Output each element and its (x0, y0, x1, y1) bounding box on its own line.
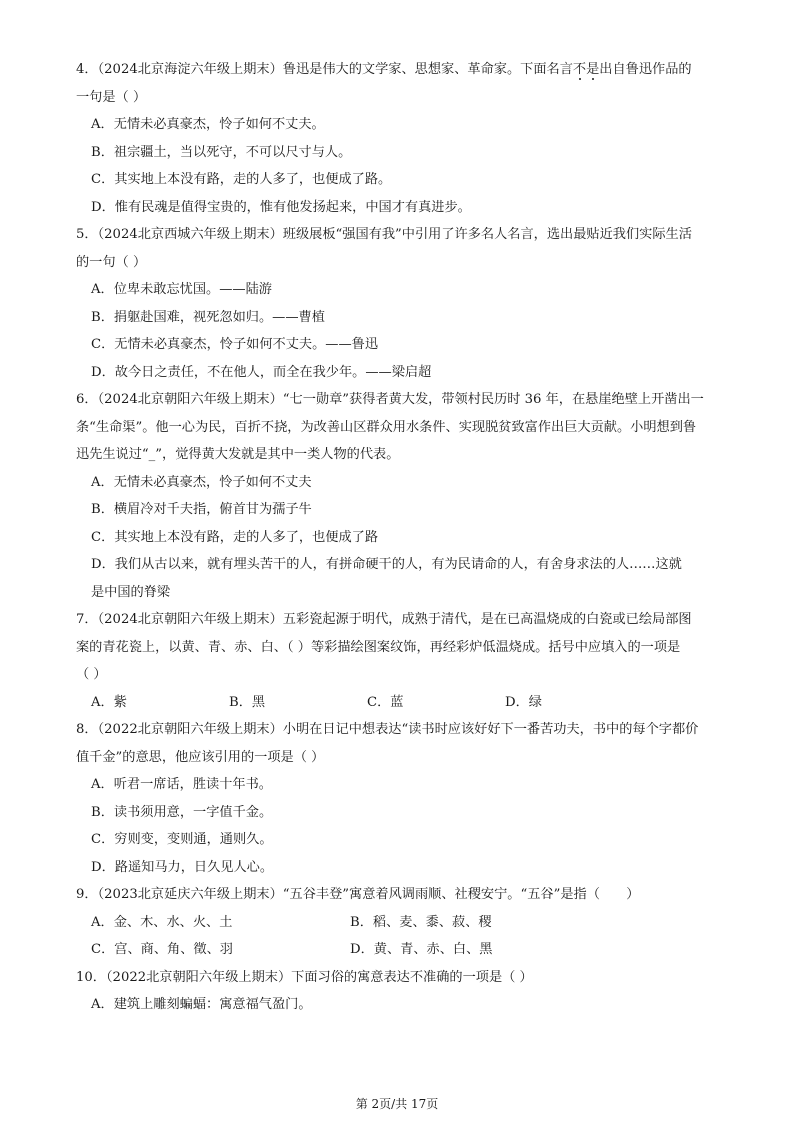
question-stem: 7．（2024北京朝阳六年级上期末）五彩瓷起源于明代，成熟于清代，是在已高温烧成的白瓷或已绘局部图 (76, 612, 692, 627)
question-stem-line-2: 一句是（ ） (76, 89, 147, 105)
option-a: A．无情未必真豪杰，怜子如何不丈夫。 (91, 117, 325, 132)
question-stem-line-3: （ ） (76, 667, 107, 682)
question-stem-line-3: 迅先生说过“_”，觉得黄大发就是其中一类人物的代表。 (76, 447, 400, 462)
question-stem: 9．（2023北京延庆六年级上期末）“五谷丰登”寓意着风调雨顺、社稷安宁。“五谷”是指（ ） (76, 887, 640, 902)
question-stem-line-2: 案的青花瓷上，以黄、青、赤、白、（ ）等彩描绘图案纹饰，再经彩炉低温烧成。括号中应填入的一项是 (76, 639, 681, 655)
option-a: A．位卑未敢忘忧国。——陆游 (91, 282, 272, 297)
option-b: B．黑 (229, 694, 266, 710)
options-row-2 (76, 936, 726, 964)
option-a: A．建筑上雕刻蝙蝠：寓意福气盈门。 (91, 997, 312, 1012)
option-c: C．其实地上本没有路，走的人多了，也便成了路 (91, 529, 379, 545)
options-row-1 (76, 909, 726, 937)
option-a: A．无情未必真豪杰，怜子如何不丈夫 (91, 474, 312, 490)
question-9 (76, 881, 726, 964)
option-b: B．祖宗疆土，当以死守，不可以尺寸与人。 (91, 144, 352, 160)
option-d-continued: 是中国的脊梁 (91, 584, 171, 600)
option-c: C．其实地上本没有路，走的人多了，也便成了路。 (91, 172, 392, 187)
option-c: C．穷则变，变则通，通则久。 (91, 832, 273, 847)
option-d: D．路遥知马力，日久见人心。 (91, 859, 274, 875)
option-c: C．蓝 (367, 694, 404, 710)
question-stem: 5．（2024北京西城六年级上期末）班级展板“强国有我”中引用了许多名人名言，选出最贴近我们实际生活 (76, 227, 692, 242)
option-a: A．紫 (91, 694, 127, 710)
question-stem-line-2: 的一句（ ） (76, 254, 147, 270)
page-number: 第 2页/共 17页 (355, 1097, 439, 1111)
option-b: B．读书须用意，一字值千金。 (91, 804, 273, 820)
question-stem: 6．（2024北京朝阳六年级上期末）“七一勋章”获得者黄大发，带领村民历时 36 年，在悬崖绝壁上开凿出一 (76, 392, 704, 407)
question-5 (76, 221, 726, 386)
option-b: B．稻、麦、黍、菽、稷 (350, 914, 492, 930)
question-list (76, 56, 726, 1019)
question-10 (76, 964, 726, 1019)
option-a: A．金、木、水、火、土 (91, 914, 233, 930)
option-d: D．黄、青、赤、白、黑 (350, 942, 493, 957)
question-4 (76, 56, 726, 221)
options-row (76, 689, 726, 717)
option-d: D．惟有民魂是值得宝贵的，惟有他发扬起来，中国才有真进步。 (91, 199, 471, 215)
question-stem: 4．（2024北京海淀六年级上期末）鲁迅是伟大的文学家、思想家、革命家。下面名言不是出自鲁迅作品的 (76, 62, 692, 77)
option-b: B．横眉冷对千夫指，俯首甘为孺子牛 (91, 502, 312, 517)
emphasis-dots: 不是 (572, 62, 600, 77)
question-6 (76, 386, 726, 606)
question-8 (76, 716, 726, 881)
question-stem: 8．（2022北京朝阳六年级上期末）小明在日记中想表达“读书时应该好好下一番苦功夫，书中的每个字都价 (76, 722, 699, 737)
option-d: D．我们从古以来，就有埋头苦干的人，有拼命硬干的人，有为民请命的人，有舍身求法的人……这就 (91, 557, 682, 572)
question-stem-line-2: 值千金”的意思，他应该引用的一项是（ ） (76, 749, 325, 765)
option-d: D．故今日之责任，不在他人，而全在我少年。——梁启超 (91, 364, 432, 380)
question-stem-line-2: 条“生命渠”。他一心为民，百折不挠，为改善山区群众用水条件、实现脱贫致富作出巨大贡献。小明想到鲁 (76, 419, 697, 435)
question-stem: 10．（2022北京朝阳六年级上期末）下面习俗的寓意表达不准确的一项是（ ） (76, 969, 533, 985)
question-7 (76, 606, 726, 716)
option-c: C．无情未必真豪杰，怜子如何不丈夫。——鲁迅 (91, 337, 379, 352)
option-c: C．宫、商、角、徵、羽 (91, 942, 233, 957)
option-b: B．捐躯赴国难，视死忽如归。——曹植 (91, 309, 325, 325)
option-a: A．听君一席话，胜读十年书。 (91, 777, 272, 792)
option-d: D．绿 (505, 694, 542, 710)
